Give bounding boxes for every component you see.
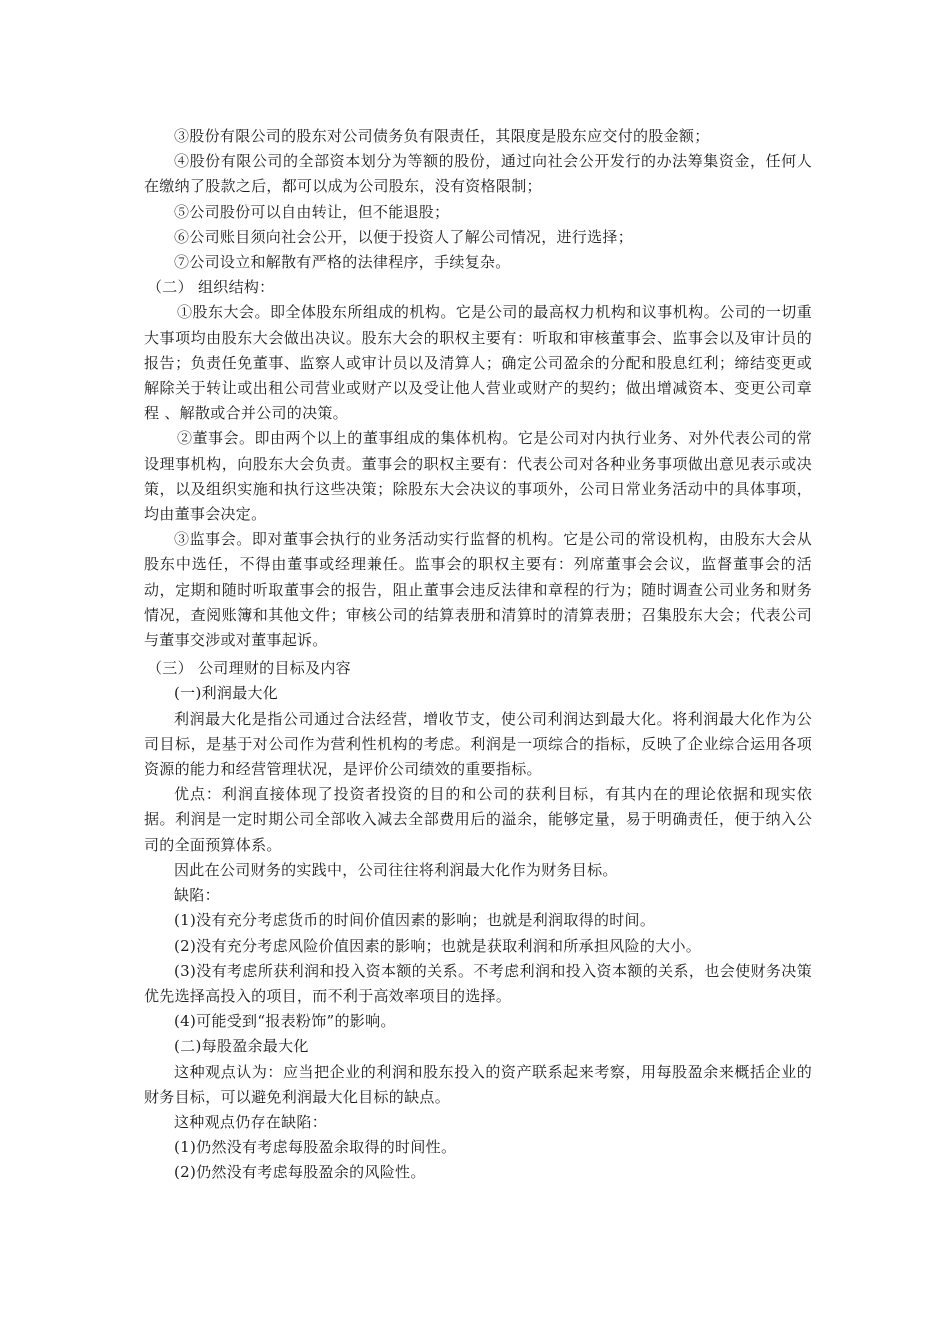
list-item: (3)没有考虑所获利润和投入资本额的关系。不考虑利润和投入资本额的关系，也会使财务决策优先选择高投入的项目，而不利于高效率项目的选择。 [144, 961, 812, 1005]
paragraph: ⑤公司股份可以自由转让，但不能退股； [174, 202, 450, 221]
section-heading: （二） 组织结构： [147, 278, 275, 297]
list-item: (2)仍然没有考虑每股盈余的风险性。 [174, 1163, 426, 1182]
paragraph: 因此在公司财务的实践中，公司往往将利润最大化作为财务目标。 [174, 860, 618, 879]
paragraph: ③股份有限公司的股东对公司债务负有限责任，其限度是股东应交付的股金额； [174, 127, 710, 145]
document-body [144, 124, 812, 1186]
list-item: (2)没有充分考虑风险价值因素的影响；也就是获取利润和所承担风险的大小。 [174, 936, 702, 955]
paragraph: ③监事会。即对董事会执行的业务活动实行监督的机构。它是公司的常设机构，由股东大会从股东中选任，不得由董事或经理兼任。监事会的职权主要有：列席董事会会议，监督董事会的活动，定期和随时听取董事会的报告，阻止董事会违反法律和章程的行为；随时调查公司业务和财务情况，查阅账簿和其他文件；审核公司的结算表册和清算时的清算表册；召集股东大会；代表公司与董事交涉或对董事起诉。 [144, 530, 812, 650]
paragraph: ②董事会。即由两个以上的董事组成的集体机构。它是公司对内执行业务、对外代表公司的常设理事机构，向股东大会负责。董事会的职权主要有：代表公司对各种业务事项做出意见表示或决策，以及组织实施和执行这些决策；除股东大会决议的事项外，公司日常业务活动中的具体事项，均由董事会决定。 [144, 429, 812, 524]
section-heading: （三） 公司理财的目标及内容 [147, 659, 351, 678]
list-item: (4)可能受到“报表粉饰”的影响。 [174, 1012, 396, 1031]
paragraph: 这种观点仍存在缺陷： [174, 1112, 328, 1131]
paragraph: 优点：利润直接体现了投资者投资的目的和公司的获利目标，有其内在的理论依据和现实依据。利润是一定时期公司全部收入减去全部费用后的溢余，能够定量，易于明确责任，便于纳入公司的全面预算体系。 [144, 785, 812, 854]
subsection-heading: (一)利润最大化 [174, 684, 279, 703]
paragraph: ⑥公司账目须向社会公开，以便于投资人了解公司情况，进行选择； [174, 227, 634, 246]
list-item: (1)仍然没有考虑每股盈余取得的时间性。 [174, 1138, 457, 1157]
paragraph: ①股东大会。即全体股东所组成的机构。它是公司的最高权力机构和议事机构。公司的一切重大事项均由股东大会做出决议。股东大会的职权主要有：听取和审核董事会、监事会以及审计员的报告；负责任免董事、监察人或审计员以及清算人；确定公司盈余的分配和股息红利；缔结变更或解除关于转让或出租公司营业或财产以及受让他人营业或财产的契约；做出增减资本、变更公司章程 、解散或合并公司的决策。 [144, 303, 812, 423]
paragraph: ④股份有限公司的全部资本划分为等额的股份，通过向社会公开发行的办法筹集资金，任何人在缴纳了股款之后，都可以成为公司股东，没有资格限制； [144, 152, 812, 196]
subsection-heading: (二)每股盈余最大化 [174, 1037, 309, 1056]
paragraph: 这种观点认为：应当把企业的利润和股东投入的资产联系起来考察，用每股盈余来概括企业的财务目标，可以避免利润最大化目标的缺点。 [144, 1062, 812, 1106]
list-item: (1)没有充分考虑货币的时间价值因素的影响；也就是利润取得的时间。 [174, 911, 656, 930]
paragraph: 利润最大化是指公司通过合法经营，增收节支，使公司利润达到最大化。将利润最大化作为公司目标，是基于对公司作为营利性机构的考虑。利润是一项综合的指标，反映了企业综合运用各项资源的能力和经营管理状况，是评价公司绩效的重要指标。 [144, 709, 812, 779]
paragraph: ⑦公司设立和解散有严格的法律程序，手续复杂。 [174, 253, 511, 272]
paragraph: 缺陷： [174, 886, 220, 905]
